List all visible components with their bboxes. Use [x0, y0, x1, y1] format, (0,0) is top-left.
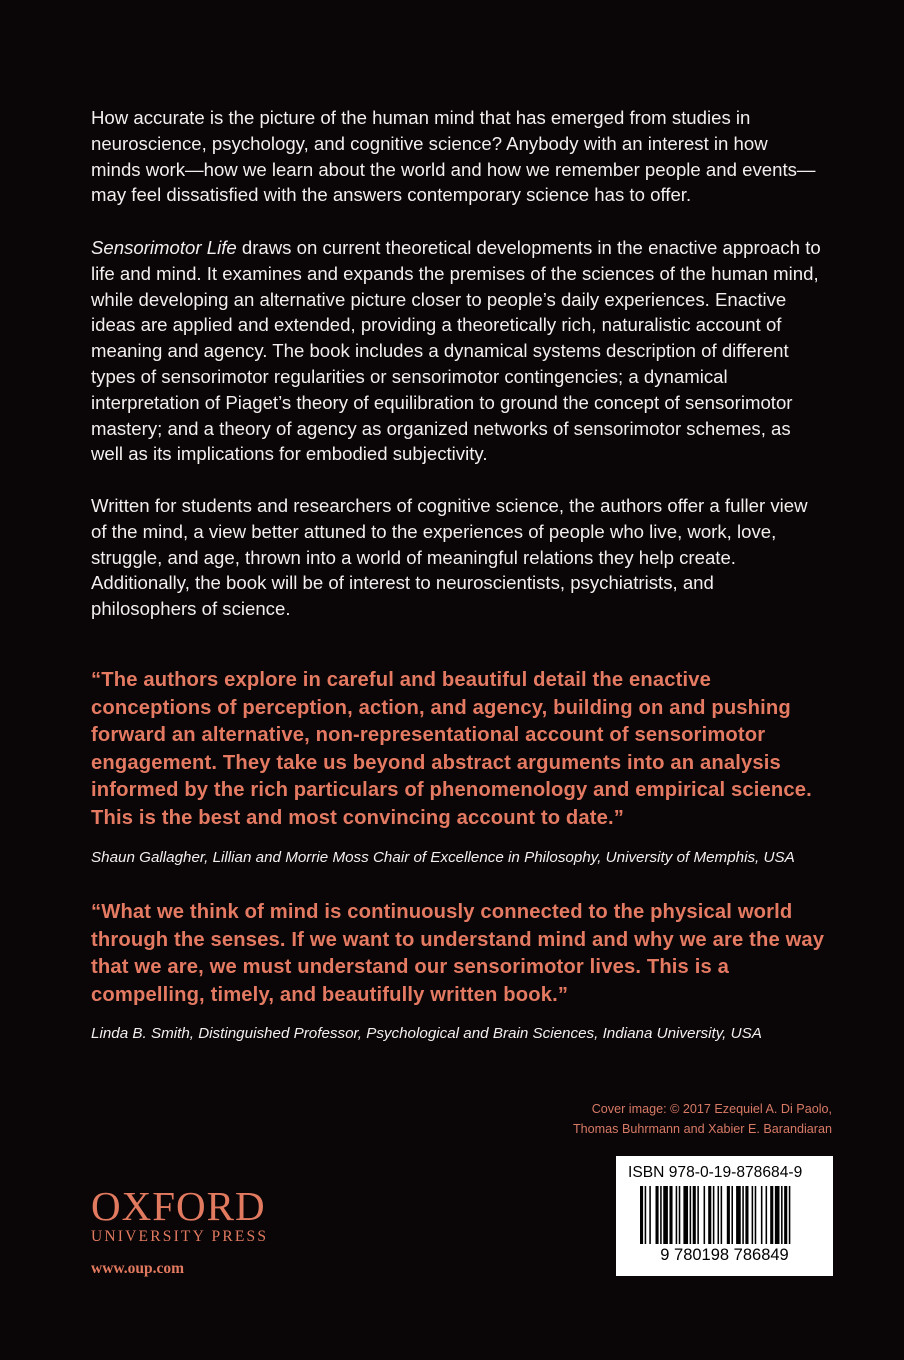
barcode-bar [727, 1186, 730, 1244]
barcode-bar [649, 1186, 651, 1244]
barcode-bar [690, 1186, 692, 1244]
cover-credit-line-1: Cover image: © 2017 Ezequiel A. Di Paolo, [591, 1102, 832, 1116]
barcode-bar [693, 1186, 696, 1244]
barcode-digits: 9 780198 786849 [660, 1246, 789, 1264]
barcode-bar [663, 1186, 668, 1244]
endorsement-attribution-2: Linda B. Smith, Distinguished Professor, Psychological and Brain Sciences, Indiana University, USA [91, 1025, 762, 1042]
barcode-bar [683, 1186, 688, 1244]
barcode-bar [784, 1186, 787, 1244]
description-paragraph-1: How accurate is the picture of the human mind that has emerged from studies in neuroscience, psychology, and cognitive science? Anybody with an interest in how minds work—how we learn about the world and how we remember people and events—may feel dissatisfied with the answers contemporary science has to offer. [91, 107, 816, 206]
barcode-bar [708, 1186, 711, 1244]
barcode-bar [770, 1186, 773, 1244]
book-title-italic: Sensorimotor Life [91, 237, 237, 258]
isbn-label: ISBN 978-0-19-878684-9 [628, 1164, 803, 1181]
description-paragraph-3: Written for students and researchers of cognitive science, the authors offer a fuller view of the mind, a view better attuned to the experiences of people who live, work, love, struggle, and age, thrown into a world of meaningful relations they help create. Additionally, the book will be of interest to neuroscientists, psychiatrists, and philosophers of science. [91, 495, 808, 620]
barcode-bar [676, 1186, 678, 1244]
barcode-bar [656, 1186, 659, 1244]
barcode-bar [745, 1186, 748, 1244]
description-paragraph-2 [91, 235, 821, 467]
publisher-name: OXFORD [91, 1183, 266, 1229]
barcode-bar [736, 1186, 741, 1244]
barcode-bar [660, 1186, 662, 1244]
barcode-bar [721, 1186, 723, 1244]
barcode-bar [781, 1186, 783, 1244]
barcode-bar [755, 1186, 757, 1244]
barcode-bar [766, 1186, 768, 1244]
endorsement-quote-1: “The authors explore in careful and beautiful detail the enactive conceptions of perception, action, and agency, building on and pushing forward an alternative, non-representational account of sensorimotor engagement. They take us beyond abstract arguments into an analysis informed by the rich particulars of phenomenology and empirical science. This is the best and most convincing account to date.” [91, 669, 812, 829]
oxford-logo [91, 1184, 268, 1246]
barcode-bar [697, 1186, 699, 1244]
isbn-barcode [616, 1156, 833, 1276]
barcode-bar [752, 1186, 754, 1244]
barcode-bar [742, 1186, 744, 1244]
barcode-bar [775, 1186, 780, 1244]
description-paragraph-2-text: draws on current theoretical developments in the enactive approach to life and mind. It examines and expands the premises of the sciences of the human mind, while developing an alternative picture closer to people’s daily experiences. Enactive ideas are applied and extended, providing a theoretically rich, naturalistic account of meaning and agency. The book includes a dynamical systems description of different types of sensorimotor regularities or sensorimotor contingencies; a dynamical interpretation of Piaget’s theory of equilibration to ground the concept of sensorimotor mastery; and a theory of agency as organized networks of sensorimotor schemes, as well as its implications for embodied subjectivity. [91, 237, 821, 465]
barcode-bar [679, 1186, 681, 1244]
barcode-bar [713, 1186, 715, 1244]
barcode-bar [761, 1186, 763, 1244]
endorsement-attribution-1: Shaun Gallagher, Lillian and Morrie Moss Chair of Excellence in Philosophy, University of Memphis, USA [91, 849, 795, 866]
barcode-bar [731, 1186, 733, 1244]
barcode-bar [645, 1186, 647, 1244]
cover-credit-line-2: Thomas Buhrmann and Xabier E. Barandiaran [572, 1122, 832, 1136]
barcode-bar [669, 1186, 672, 1244]
barcode-bar [718, 1186, 720, 1244]
barcode-bar [789, 1186, 791, 1244]
barcode-bar [640, 1186, 643, 1244]
publisher-website: www.oup.com [91, 1260, 185, 1277]
barcode-bar [704, 1186, 706, 1244]
publisher-subtitle: UNIVERSITY PRESS [91, 1228, 269, 1245]
cover-image-credit [573, 1099, 832, 1139]
endorsement-quote-2: “What we think of mind is continuously connected to the physical world through the senses. If we want to understand mind and why we are the way that we are, we must understand our sensorimotor lives. This is a compelling, timely, and beautifully written book.” [91, 901, 825, 1006]
